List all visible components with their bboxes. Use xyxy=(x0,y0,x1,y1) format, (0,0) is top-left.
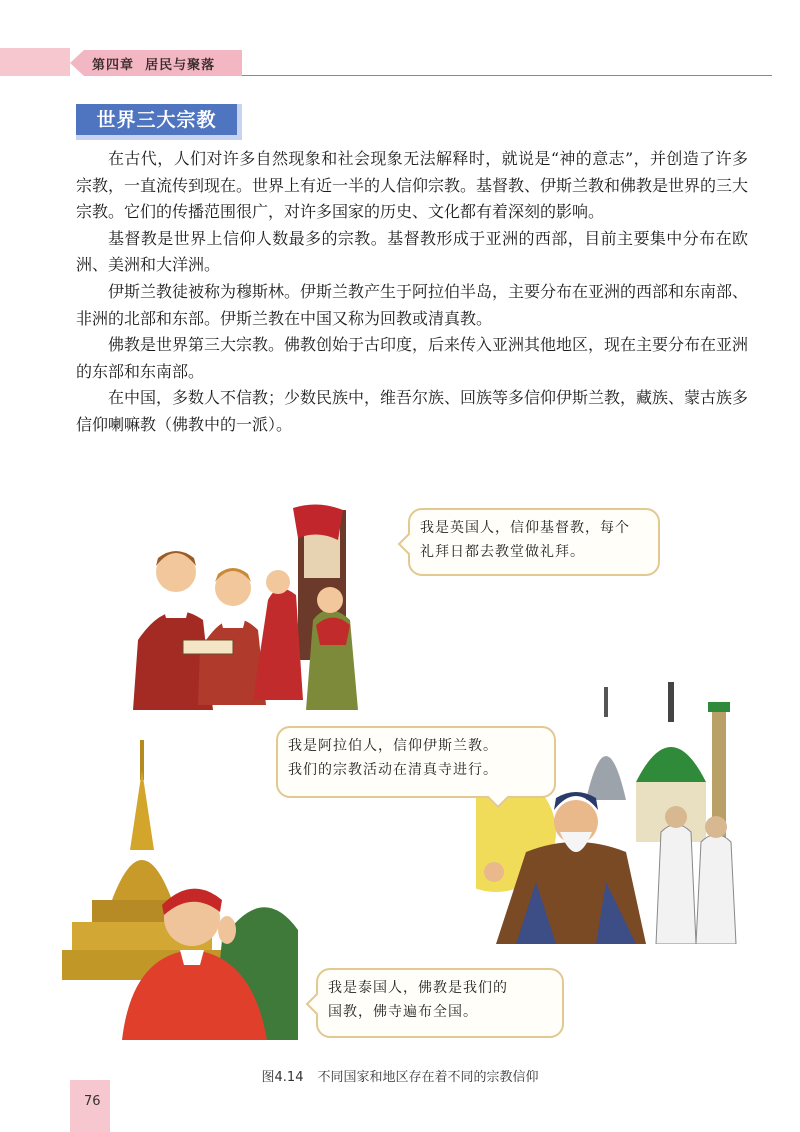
christian-choir-illustration xyxy=(128,500,368,715)
body-text xyxy=(76,146,748,439)
chapter-header xyxy=(0,48,800,80)
thai-speech-bubble xyxy=(316,968,564,1038)
page-number: 76 xyxy=(84,1094,101,1109)
arab-speech-bubble xyxy=(276,726,556,798)
figure-caption-text: 不同国家和地区存在着不同的宗教信仰 xyxy=(317,1070,539,1085)
bubble-line: 我是泰国人，佛教是我们的 xyxy=(328,980,508,996)
mosque-arab-illustration xyxy=(476,682,752,944)
paragraph: 在古代，人们对许多自然现象和社会现象无法解释时，就说是“神的意志”，并创造了许多宗教，一直流传到现在。世界上有近一半的人信仰宗教。基督教、伊斯兰教和佛教是世界的三大宗教。它们的传播范围很广，对许多国家的历史、文化都有着深刻的影响。 xyxy=(76,149,749,222)
figure-caption xyxy=(200,1066,600,1085)
paragraph: 佛教是世界第三大宗教。佛教创始于古印度，后来传入亚洲其他地区，现在主要分布在亚洲的东部和东南部。 xyxy=(76,335,749,381)
thai-pagoda-illustration xyxy=(62,740,302,1040)
chapter-title: 居民与聚落 xyxy=(145,58,216,73)
bubble-line: 我是阿拉伯人，信仰伊斯兰教。 xyxy=(288,738,498,754)
bubble-line: 国教，佛寺遍布全国。 xyxy=(328,1004,478,1020)
bubble-line: 礼拜日都去教堂做礼拜。 xyxy=(420,544,585,560)
paragraph: 基督教是世界上信仰人数最多的宗教。基督教形成于亚洲的西部，目前主要集中分布在欧洲、美洲和大洋洲。 xyxy=(76,228,748,275)
bubble-line: 我是英国人，信仰基督教，每个 xyxy=(420,520,630,536)
english-speech-bubble xyxy=(408,508,660,576)
chapter-number: 第四章 xyxy=(92,58,135,73)
header-band xyxy=(0,48,70,76)
chapter-label xyxy=(92,54,215,73)
paragraph: 伊斯兰教徒被称为穆斯林。伊斯兰教产生于阿拉伯半岛，主要分布在亚洲的西部和东南部、非洲的北部和东部。伊斯兰教在中国又称为回教或清真教。 xyxy=(76,281,749,328)
header-rule xyxy=(242,75,772,76)
section-title: 世界三大宗教 xyxy=(76,104,242,140)
figure-number: 图4.14 xyxy=(261,1070,304,1085)
paragraph: 在中国，多数人不信教；少数民族中，维吾尔族、回族等多信仰伊斯兰教，藏族、蒙古族多信仰喇嘛教（佛教中的一派）。 xyxy=(76,388,749,434)
bubble-line: 我们的宗教活动在清真寺进行。 xyxy=(288,762,498,778)
